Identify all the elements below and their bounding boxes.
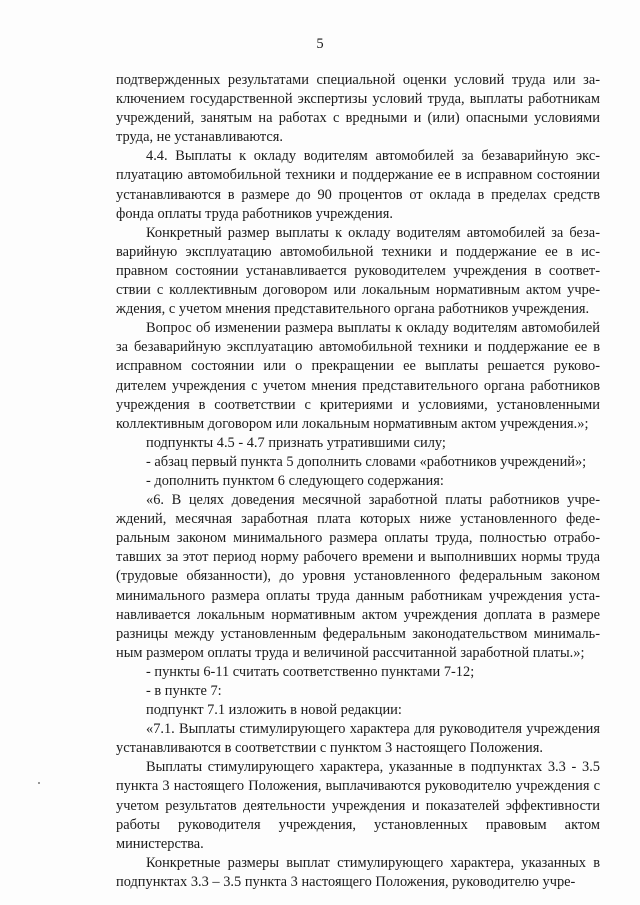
paragraph-12: «7.1. Выплаты стимулирующего характера для руководителя учреждения устанавливаются в соответствии с пунктом 3 настоящего Положения.	[116, 721, 600, 757]
paragraph-4: Вопрос об изменении размера выплаты к окладу водителям автомобилей за безаварийную эксплуатацию автомобильной техники и поддержание ее в исправном состоянии или о прекращении ее выплаты решается руководителем учреждения с учетом мнения представительного органа работников учреждения в соответствии с критериями и условиями, установленными коллективным договором или локальным нормативным актом учреждения.»;	[116, 320, 600, 432]
paragraph-10: - в пункте 7:	[146, 683, 222, 699]
paragraph-13: Выплаты стимулирующего характера, указанные в подпунктах 3.3 - 3.5 пункта 3 настоящего Положения, выплачиваются руководителю учреждения с учетом результатов деятельности учреждения и показателей эффективности работы руководителя учреждения, установленных правовым актом министерства.	[116, 759, 600, 852]
paragraph-1: подтвержденных результатами специальной оценки условий труда или заключением государственной экспертизы условий труда, выплаты работникам учреждений, занятым на работах с вредными и (или) опасными условиями труда, не устанавливаются.	[116, 72, 600, 146]
document-body	[116, 71, 600, 892]
paragraph-9: - пункты 6-11 считать соответственно пунктами 7-12;	[146, 663, 475, 680]
paragraph-14: Конкретные размеры выплат стимулирующего характера, указанных в подпунктах 3.3 – 3.5 пункта 3 настоящего Положения, руководителю учре-	[116, 854, 600, 890]
scan-speck	[38, 782, 40, 784]
page-number: 5	[316, 36, 324, 52]
paragraph-2: 4.4. Выплаты к окладу водителям автомобилей за безаварийную эксплуатацию автомобильной техники и поддержание ее в исправном состоянии устанавливаются в размере до 90 процентов от оклада в пределах средств фонда оплаты труда работников учреждения.	[116, 148, 600, 222]
paragraph-11: подпункт 7.1 изложить в новой редакции:	[146, 702, 402, 719]
paragraph-7: - дополнить пунктом 6 следующего содержания:	[146, 472, 444, 489]
paragraph-5: подпункты 4.5 - 4.7 признать утратившими силу;	[146, 434, 446, 451]
paragraph-8: «6. В целях доведения месячной заработной платы работников учреждений, месячная заработная плата которых ниже установленного федеральным законом минимального размера оплаты труда, полностью отработавших за этот период норму рабочего времени и выполнивших нормы труда (трудовые обязанности), до уровня установленного федеральным законом минимального размера оплаты труда данным работникам учреждения устанавливается локальным нормативным актом учреждения доплата в размере разницы между установленным федеральным законодательством минимальным размером оплаты труда и величиной рассчитанной заработной платы.»;	[116, 492, 600, 661]
paragraph-6: - абзац первый пункта 5 дополнить словами «работников учреждений»;	[146, 453, 587, 470]
paragraph-3: Конкретный размер выплаты к окладу водителям автомобилей за безаварийную эксплуатацию автомобильной техники и поддержание ее в исправном состоянии устанавливается руководителем учреждения в соответствии с коллективным договором или локальным нормативным актом учреждения, с учетом мнения представительного органа работников учреждения.	[116, 224, 600, 318]
